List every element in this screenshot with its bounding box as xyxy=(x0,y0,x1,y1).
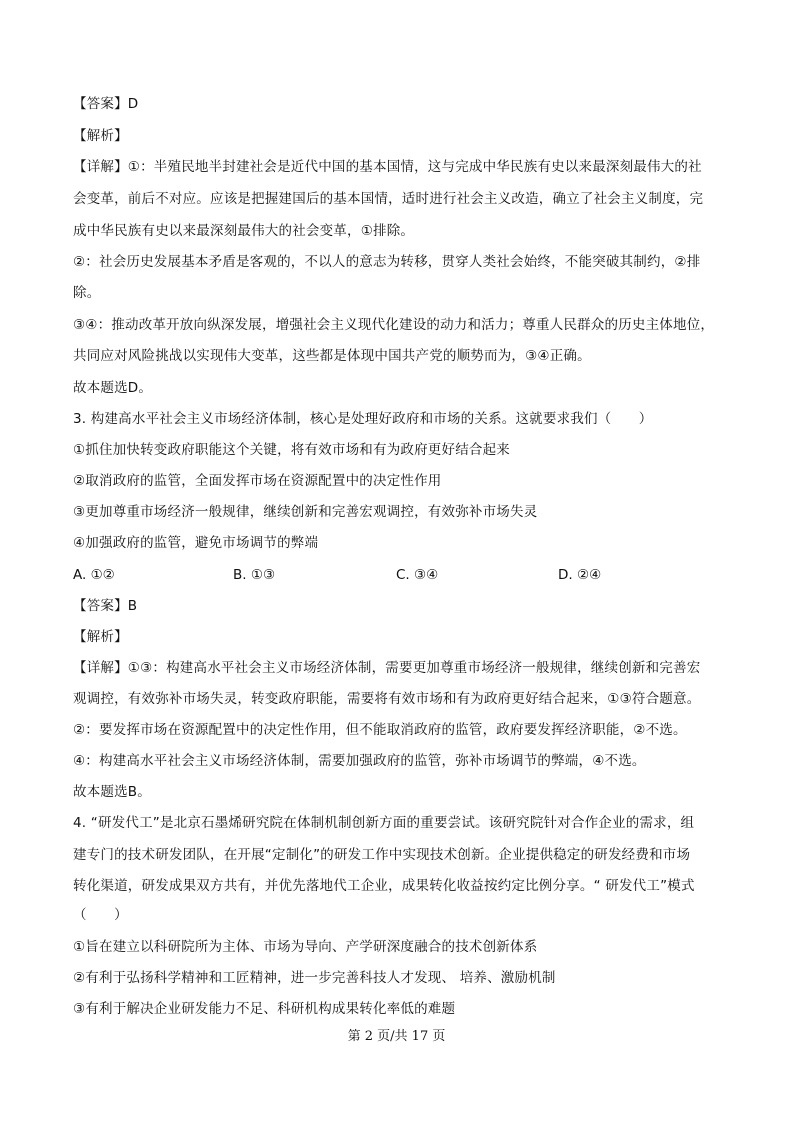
q2-analysis-line: ②：社会历史发展基本矛盾是客观的，不以人的意志为转移，贯穿人类社会始终，不能突破其制约，②排 xyxy=(73,254,701,270)
q2-analysis-line: 成中华民族有史以来最深刻最伟大的社会变革，①排除。 xyxy=(73,223,415,239)
page-number: 第 2 页/共 17 页 xyxy=(347,1029,446,1044)
q3-statement: ②取消政府的监管，全面发挥市场在资源配置中的决定性作用 xyxy=(73,473,442,489)
q3-answer: 【答案】B xyxy=(73,598,138,614)
q3-statement: ①抓住加快转变政府职能这个关键，将有效市场和有为政府更好结合起来 xyxy=(73,442,511,458)
q4-stem-line: 4. “研发代工”是北京石墨烯研究院在体制机制创新方面的重要尝试。该研究院针对合作企业的需求，组 xyxy=(73,815,695,831)
q3-statement: ④加强政府的监管，避免市场调节的弊端 xyxy=(73,535,319,551)
q2-conclusion: 故本题选D。 xyxy=(73,380,153,396)
q2-analysis-line: 会变革，前后不对应。应该是把握建国后的基本国情，适时进行社会主义改造，确立了社会主义制度，完 xyxy=(73,191,704,207)
q2-analysis-line: 共同应对风险挑战以实现伟大变革，这些都是体现中国共产党的顺势而为，③④正确。 xyxy=(73,348,591,364)
q3-analysis-line: ④：构建高水平社会主义市场经济体制，需要加强政府的监管，弥补市场调节的弊端，④不选。 xyxy=(73,753,646,769)
q4-stem-line: 转化渠道，研发成果双方共有，并优先落地代工企业，成果转化收益按约定比例分享。“ 研发代工”模式 xyxy=(73,878,695,894)
q3-analysis-line: 【详解】①③：构建高水平社会主义市场经济体制，需要更加尊重市场经济一般规律，继续创新和完善宏 xyxy=(73,660,701,676)
q4-stem-line: 建专门的技术研发团队，在开展“定制化”的研发工作中实现技术创新。企业提供稳定的研发经费和市场 xyxy=(73,847,691,863)
q3-conclusion: 故本题选B。 xyxy=(73,784,151,800)
q4-statement: ③有利于解决企业研发能力不足、科研机构成果转化率低的难题 xyxy=(73,1001,456,1017)
q2-analysis-line: 【详解】①：半殖民地半封建社会是近代中国的基本国情，这与完成中华民族有史以来最深刻最伟大的社 xyxy=(73,159,702,175)
q4-statement: ①旨在建立以科研院所为主体、市场为导向、产学研深度融合的技术创新体系 xyxy=(73,939,538,955)
q3-statement: ③更加尊重市场经济一般规律，继续创新和完善宏观调控，有效弥补市场失灵 xyxy=(73,504,538,520)
q2-answer: 【答案】D xyxy=(73,96,139,112)
q3-option-d: D. ②④ xyxy=(558,567,602,583)
q2-analysis-line: ③④：推动改革开放向纵深发展，增强社会主义现代化建设的动力和活力；尊重人民群众的历史主体地位， xyxy=(73,317,715,333)
q3-option-b: B. ①③ xyxy=(233,567,276,583)
q3-analysis-line: 观调控，有效弥补市场失灵，转变政府职能，需要将有效市场和有为政府更好结合起来，①③符合题意。 xyxy=(73,691,701,707)
q3-option-c: C. ③④ xyxy=(396,567,439,583)
q3-option-a: A. ①② xyxy=(73,567,115,583)
q3-stem: 3. 构建高水平社会主义市场经济体制，核心是处理好政府和市场的关系。这就要求我们（ ） xyxy=(73,411,653,427)
q3-analysis-heading: 【解析】 xyxy=(73,629,128,645)
q2-analysis-line: 除。 xyxy=(73,285,101,301)
q2-analysis-heading: 【解析】 xyxy=(73,128,128,144)
q4-statement: ②有利于弘扬科学精神和工匠精神，进一步完善科技人才发现、 培养、激励机制 xyxy=(73,970,556,986)
q3-analysis-line: ②：要发挥市场在资源配置中的决定性作用，但不能取消政府的监管，政府要发挥经济职能，②不选。 xyxy=(73,722,687,738)
q4-stem-blank: （ ） xyxy=(73,907,128,923)
